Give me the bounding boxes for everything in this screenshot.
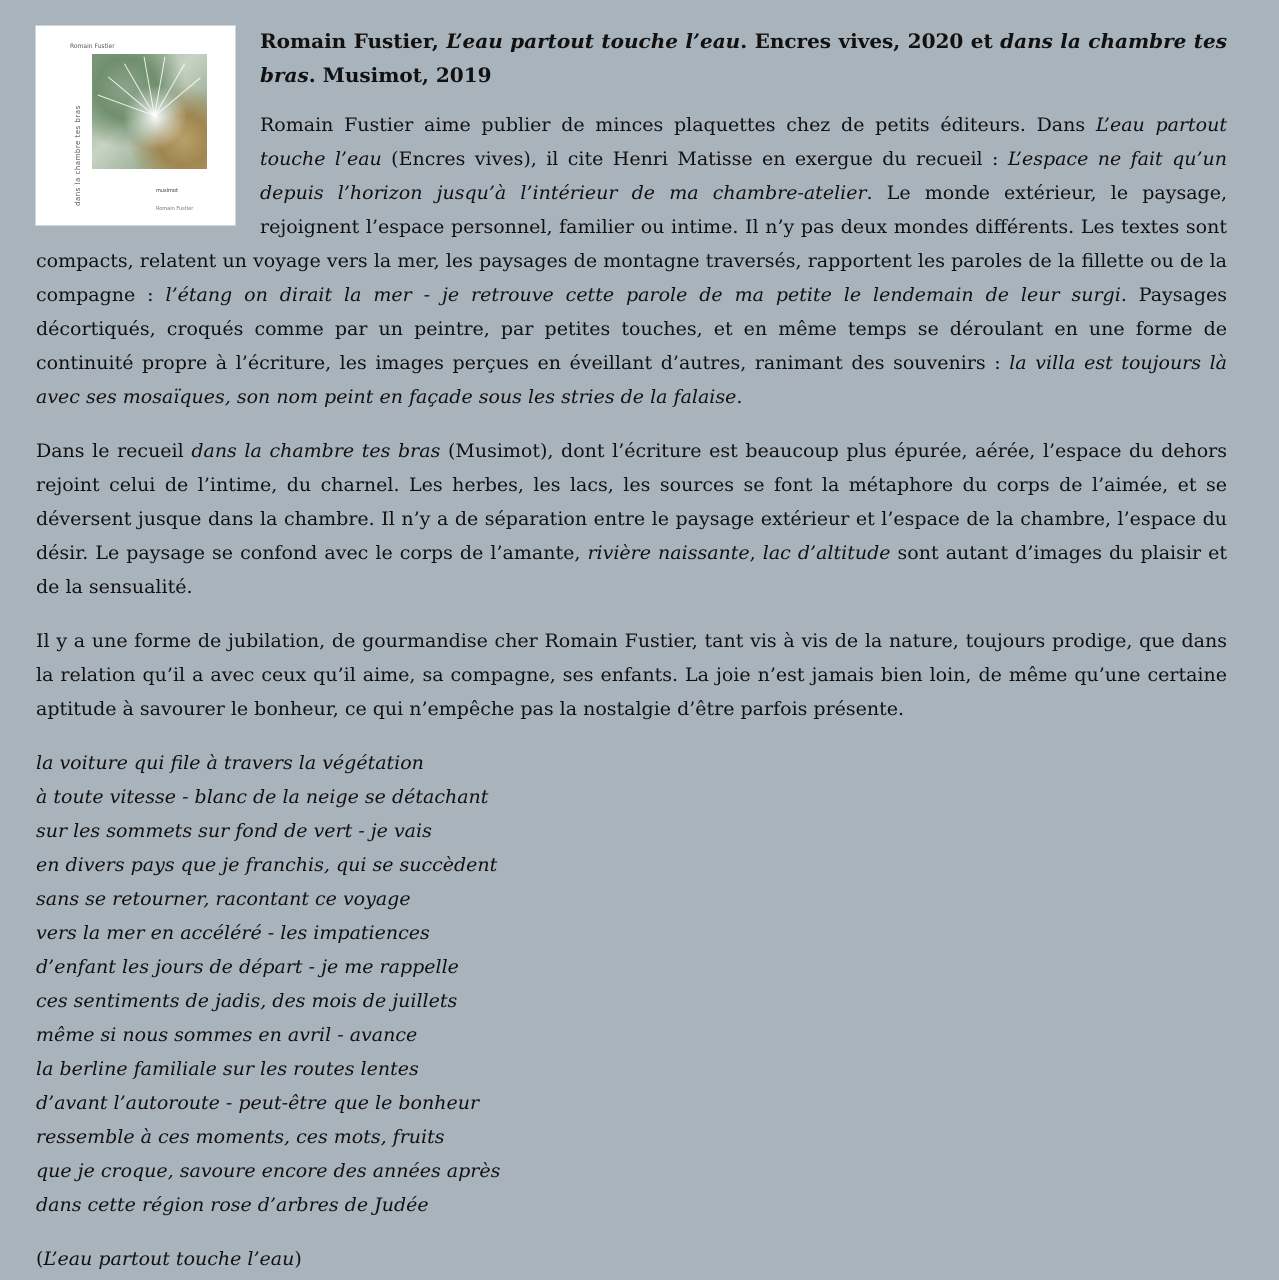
text: Dans le recueil <box>36 440 192 462</box>
source-title: L’eau partout touche l’eau <box>43 1248 295 1270</box>
text: . Le monde extérieur, le paysage, rejoignent l’espace personnel, familier ou intime. Il n’y pas deux mondes différents. Les textes sont compacts, relatent un voyage vers la mer, les paysages de montagne traversés, rapportent les paroles de la fillette ou de la compagne : <box>36 182 1227 306</box>
poem-excerpt <box>36 746 1227 1222</box>
cover-title: dans la chambre tes bras <box>74 105 82 206</box>
cover-artwork <box>92 54 207 169</box>
poem-line: sur les sommets sur fond de vert - je vais <box>36 820 432 842</box>
heading-mid: . Encres vives, 2020 et <box>740 29 1001 53</box>
emphasis: L’eau partout touche l’eau <box>260 114 1227 170</box>
heading-author: Romain Fustier, <box>260 29 447 53</box>
poem-line: sans se retourner, racontant ce voyage <box>36 888 411 910</box>
article <box>36 0 1227 1276</box>
text: (Encres vives), il cite Henri Matisse en exergue du recueil : <box>381 148 1008 170</box>
poem-line: que je croque, savoure encore des années après <box>36 1160 501 1182</box>
paren: ( <box>36 1248 44 1270</box>
heading-book2: dans la chambre tes bras <box>260 29 1227 87</box>
poem-line: la berline familiale sur les routes lentes <box>36 1058 419 1080</box>
text: . <box>736 386 743 408</box>
poem-line: dans cette région rose d’arbres de Judée <box>36 1194 429 1216</box>
poem-source <box>36 1242 1227 1276</box>
text: . Paysages décortiqués, croqués comme par un peintre, par petites touches, et en même temps se déroulant en une forme de continuité propre à l’écriture, les images perçues en éveillant d’autres, ranimant des souvenirs : <box>36 284 1228 374</box>
poem-line: ressemble à ces moments, ces mots, fruits <box>36 1126 445 1148</box>
poem-line: vers la mer en accéléré - les impatiences <box>36 922 430 944</box>
poem-line: la voiture qui file à travers la végétation <box>36 752 424 774</box>
poem-line: d’enfant les jours de départ - je me rappelle <box>36 956 459 978</box>
text: Romain Fustier aime publier de minces plaquettes chez de petits éditeurs. Dans <box>260 114 1096 136</box>
quote: la villa est toujours là avec ses mosaïques, son nom peint en façade sous les stries de la falaise <box>36 352 1228 408</box>
heading-book1: L’eau partout touche l’eau <box>446 29 741 53</box>
quote: l’étang on dirait la mer - je retrouve cette parole de ma petite le lendemain de leur surgi <box>165 284 1121 306</box>
emphasis: lac d’altitude <box>762 542 891 564</box>
book-cover-image <box>36 26 235 225</box>
poem-line: à toute vitesse - blanc de la neige se détachant <box>36 786 489 808</box>
poem-line: d’avant l’autoroute - peut-être que le bonheur <box>36 1092 480 1114</box>
poem-line: même si nous sommes en avril - avance <box>36 1024 418 1046</box>
emphasis: dans la chambre tes bras <box>191 440 441 462</box>
text: , <box>749 542 763 564</box>
emphasis: rivière naissante <box>587 542 750 564</box>
cover-tagline: Romain Fustier <box>156 206 194 212</box>
poem-line: ces sentiments de jadis, des mois de juillets <box>36 990 458 1012</box>
paragraph-3: Il y a une forme de jubilation, de gourmandise cher Romain Fustier, tant vis à vis de la nature, toujours prodige, que dans la relation qu’il a avec ceux qu’il aime, sa compagne, ses enfants. La joie n’est jamais bien loin, de même qu’une certaine aptitude à savourer le bonheur, ce qui n’empêche pas la nostalgie d’être parfois présente. <box>36 630 1227 720</box>
poem-line: en divers pays que je franchis, qui se succèdent <box>36 854 498 876</box>
paren: ) <box>294 1248 302 1270</box>
cover-author: Romain Fustier <box>70 43 115 50</box>
paragraph-2 <box>36 434 1227 604</box>
text: (Musimot), dont l’écriture est beaucoup plus épurée, aérée, l’espace du dehors rejoint celui de l’intime, du charnel. Les herbes, les lacs, les sources se font la métaphore du corps de l’aimée, et se déversent jusque dans la chambre. Il n’y a de séparation entre le paysage extérieur et l’espace de la chambre, l’espace du désir. Le paysage se confond avec le corps de l’amante, <box>36 440 1227 564</box>
quote: L’espace ne fait qu’un depuis l’horizon jusqu’à l’intérieur de ma chambre-atelier <box>260 148 1227 204</box>
text: sont autant d’images du plaisir et de la sensualité. <box>36 542 1227 598</box>
heading-end: . Musimot, 2019 <box>308 63 492 87</box>
cover-publisher: musimot <box>156 188 178 194</box>
